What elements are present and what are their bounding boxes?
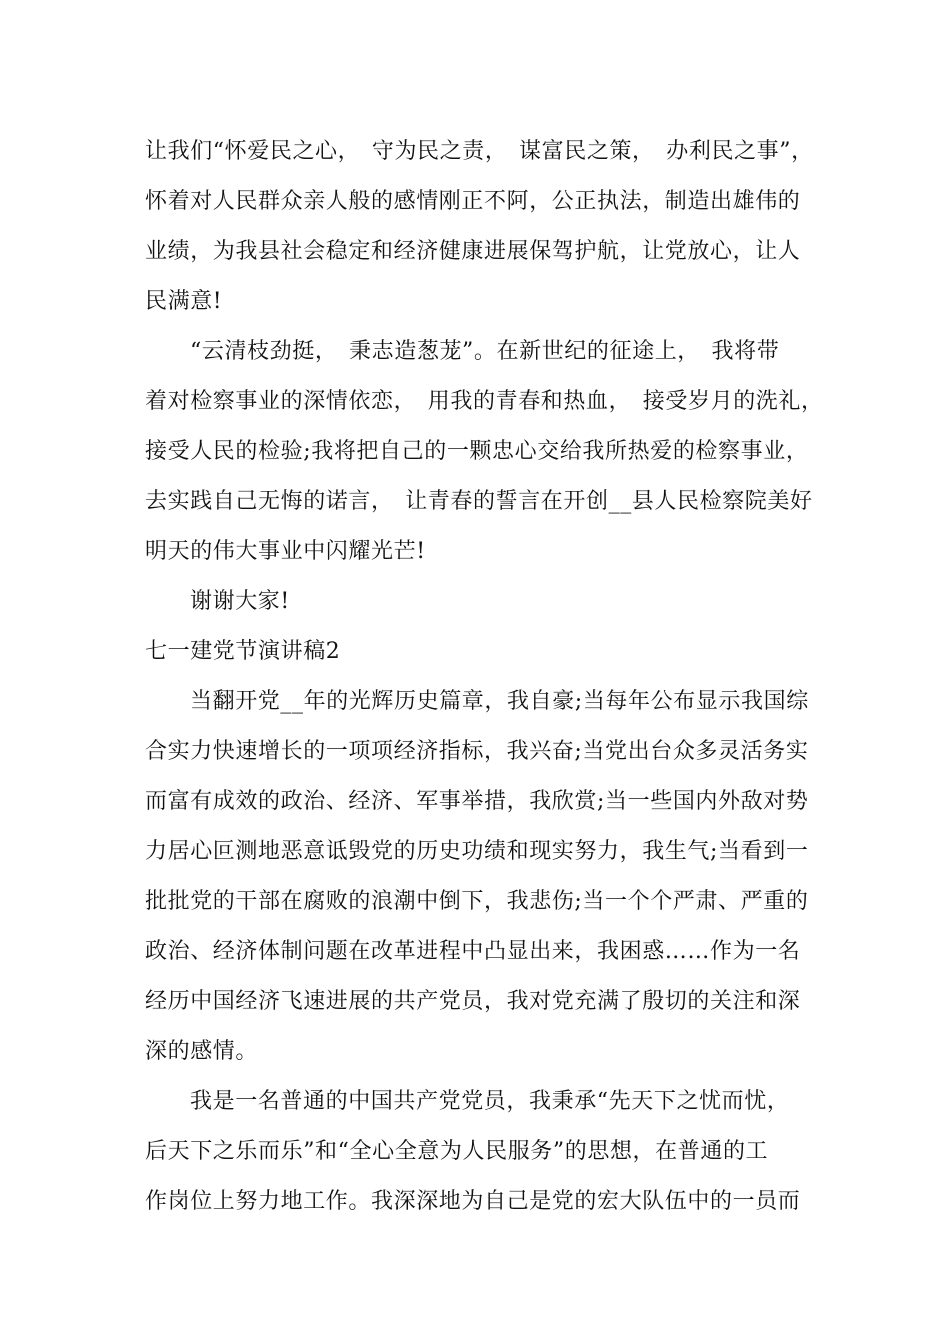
- paragraph-line: 经历中国经济飞速进展的共产党员，我对党充满了殷切的关注和深: [145, 989, 801, 1014]
- paragraph-line: 明天的伟大事业中闪耀光芒!: [145, 539, 426, 564]
- paragraph-line: 作岗位上努力地工作。我深深地为自己是党的宏大队伍中的一员而: [145, 1189, 801, 1214]
- paragraph-line: 怀着对人民群众亲人般的感情刚正不阿，公正执法，制造出雄伟的: [145, 189, 801, 214]
- paragraph-line: 而富有成效的政治、经济、军事举措，我欣赏;当一些国内外敌对势: [145, 789, 809, 814]
- paragraph-line: 合实力快速增长的一项项经济指标，我兴奋;当党出台众多灵活务实: [145, 739, 809, 764]
- paragraph-line: 业绩，为我县社会稳定和经济健康进展保驾护航，让党放心，让人: [145, 239, 801, 264]
- paragraph-line: 深的感情。: [145, 1039, 259, 1064]
- paragraph-line: 让我们“怀爱民之心， 守为民之责， 谋富民之策， 办利民之事”，: [145, 139, 814, 164]
- paragraph-line: 我是一名普通的中国共产党党员，我秉承“先天下之忧而忧，: [190, 1089, 790, 1114]
- paragraph-line: 力居心叵测地恶意诋毁党的历史功绩和现实努力，我生气;当看到一: [145, 839, 809, 864]
- paragraph-line: 民满意!: [145, 289, 223, 314]
- paragraph-line: 去实践自己无悔的诺言， 让青春的誓言在开创__县人民检察院美好: [145, 489, 813, 514]
- paragraph-line: 接受人民的检验;我将把自己的一颗忠心交给我所热爱的检察事业，: [145, 439, 809, 464]
- paragraph-line: “云清枝劲挺， 秉志造葱茏”。在新世纪的征途上， 我将带: [190, 339, 780, 364]
- closing-line: 谢谢大家!: [190, 589, 290, 614]
- section-heading: 七一建党节演讲稿2: [145, 639, 341, 664]
- paragraph-line: 后天下之乐而乐”和“全心全意为人民服务”的思想，在普通的工: [145, 1139, 769, 1164]
- paragraph-line: 当翻开党__年的光辉历史篇章，我自豪;当每年公布显示我国综: [190, 689, 809, 714]
- paragraph-line: 批批党的干部在腐败的浪潮中倒下，我悲伤;当一个个严肃、严重的: [145, 889, 809, 914]
- paragraph-line: 政治、经济体制问题在改革进程中凸显出来，我困惑……作为一名: [145, 939, 801, 964]
- paragraph-line: 着对检察事业的深情依恋， 用我的青春和热血， 接受岁月的洗礼，: [145, 389, 824, 414]
